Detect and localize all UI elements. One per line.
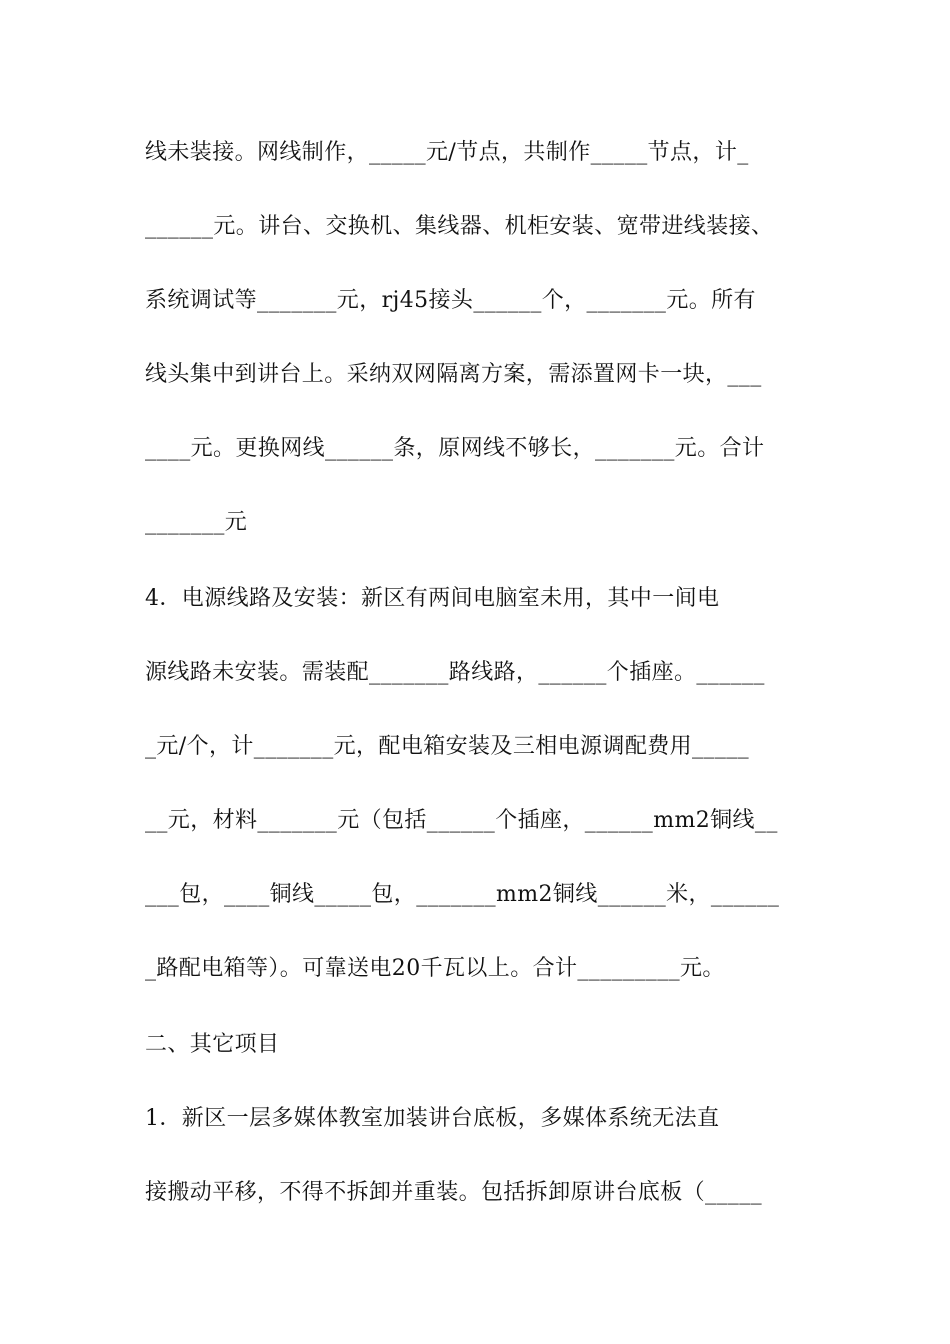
text-line: ____元。更换网线______条，原网线不够长，_______元。合计 [145, 436, 765, 461]
text-line: ___包，____铜线_____包，_______mm2铜线______米，______ [145, 882, 780, 907]
text-line: 1．新区一层多媒体教室加装讲台底板，多媒体系统无法直 [145, 1106, 720, 1131]
text-line: 系统调试等_______元，rj45接头______个，_______元。所有 [145, 288, 756, 313]
text-line: 线头集中到讲台上。采纳双网隔离方案，需添置网卡一块，___ [145, 362, 762, 387]
text-line: 源线路未安装。需装配_______路线路，______个插座。______ [145, 660, 765, 685]
text-line: _元/个，计_______元，配电箱安装及三相电源调配费用_____ [145, 734, 750, 759]
text-line: _路配电箱等）。可靠送电20千瓦以上。合计_________元。 [145, 956, 725, 981]
section-heading: 二、其它项目 [145, 1032, 280, 1057]
text-line: __元，材料_______元（包括______个插座，______mm2铜线__ [145, 808, 778, 833]
text-line: 线未装接。网线制作，_____元/节点，共制作_____节点，计_ [145, 140, 749, 165]
text-line: _______元 [145, 510, 248, 535]
text-line: 4．电源线路及安装：新区有两间电脑室未用，其中一间电 [145, 586, 720, 611]
text-line: 接搬动平移，不得不拆卸并重装。包括拆卸原讲台底板（_____ [145, 1180, 763, 1205]
text-line: ______元。讲台、交换机、集线器、机柜安装、宽带进线装接、 [145, 214, 774, 239]
